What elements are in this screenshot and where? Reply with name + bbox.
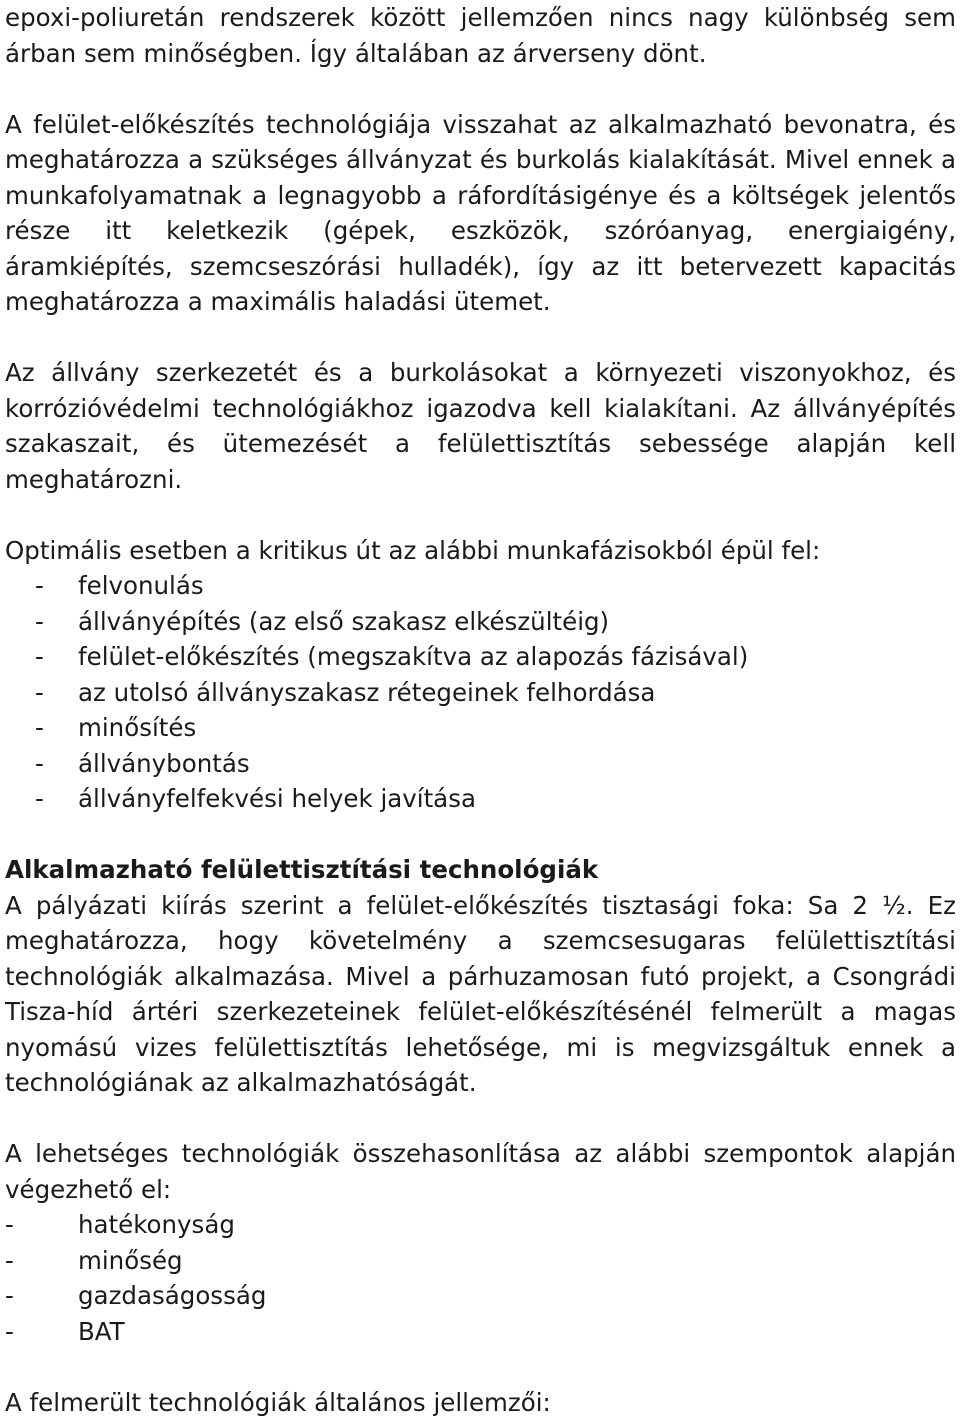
- spacer: [5, 71, 956, 107]
- list-item-text: BAT: [78, 1317, 125, 1346]
- dash-marker: -: [35, 604, 44, 640]
- spacer: [5, 497, 956, 533]
- list-item: [5, 604, 956, 640]
- dash-marker: -: [5, 1278, 14, 1314]
- list-item: [5, 1278, 956, 1314]
- list-item: [5, 746, 956, 782]
- dash-marker: -: [35, 746, 44, 782]
- paragraph-pricing: epoxi-poliuretán rendszerek között jellemzően nincs nagy különbség sem árban sem minőségben. Így általában az árverseny dönt.: [5, 0, 956, 71]
- spacer: [5, 1349, 956, 1385]
- dash-marker: -: [35, 710, 44, 746]
- list-item: [5, 710, 956, 746]
- list-item-text: az utolsó állványszakasz rétegeinek felhordása: [78, 678, 655, 707]
- list-item: [5, 568, 956, 604]
- spacer: [5, 1101, 956, 1137]
- list-item-text: állványfelfekvési helyek javítása: [78, 784, 476, 813]
- list-item-text: minősítés: [78, 713, 196, 742]
- phase-list: [5, 568, 956, 817]
- dash-marker: -: [5, 1207, 14, 1243]
- list-item-text: állványépítés (az első szakasz elkészültéig): [78, 607, 609, 636]
- section-heading: Alkalmazható felülettisztítási technológiák: [5, 852, 956, 888]
- list-item-text: állványbontás: [78, 749, 250, 778]
- list-item-text: felvonulás: [78, 571, 204, 600]
- dash-marker: -: [5, 1243, 14, 1279]
- paragraph-comparison-intro: A lehetséges technológiák összehasonlítása az alábbi szempontok alapján végezhető el:: [5, 1136, 956, 1207]
- list-item: [5, 781, 956, 817]
- list-item-text: hatékonyság: [78, 1210, 235, 1239]
- list-item-text: felület-előkészítés (megszakítva az alapozás fázisával): [78, 642, 748, 671]
- spacer: [5, 817, 956, 853]
- paragraph-surface-preparation: A felület-előkészítés technológiája visszahat az alkalmazható bevonatra, és meghatározza a szükséges állványzat és burkolás kialakítását. Mivel ennek a munkafolyamatnak a legnagyobb a ráfordításigénye és a költségek jelentős része itt keletkezik (gépek, eszközök, szóróanyag, energiaigény, áramkiépítés, szemcseszórási hulladék), így az itt betervezett kapacitás meghatározza a maximális haladási ütemet.: [5, 107, 956, 320]
- criteria-list: [5, 1207, 956, 1349]
- list-item: [5, 1243, 956, 1279]
- list-item: [5, 1314, 956, 1350]
- paragraph-scaffolding: Az állvány szerkezetét és a burkolásokat a környezeti viszonyokhoz, és korrózióvédelmi technológiákhoz igazodva kell kialakítani. Az állványépítés szakaszait, és ütemezését a felülettisztítás sebessége alapján kell meghatározni.: [5, 355, 956, 497]
- list-item: [5, 675, 956, 711]
- dash-marker: -: [5, 1314, 14, 1350]
- paragraph-critical-path-intro: Optimális esetben a kritikus út az alábbi munkafázisokból épül fel:: [5, 533, 956, 569]
- list-item: [5, 639, 956, 675]
- paragraph-cleanliness-grade: A pályázati kiírás szerint a felület-előkészítés tisztasági foka: Sa 2 ½. Ez meghatározza, hogy követelmény a szemcsesugaras felülettisztítási technológiák alkalmazása. Mivel a párhuzamosan futó projekt, a Csongrádi Tisza-híd ártéri szerkezeteinek felület-előkészítésénél felmerült a magas nyomású vizes felülettisztítás lehetősége, mi is megvizsgáltuk ennek a technológiának az alkalmazhatóságát.: [5, 888, 956, 1101]
- dash-marker: -: [35, 781, 44, 817]
- paragraph-general-characteristics: A felmerült technológiák általános jellemzői:: [5, 1385, 956, 1420]
- list-item-text: gazdaságosság: [78, 1281, 266, 1310]
- document-page: [5, 0, 956, 1420]
- dash-marker: -: [35, 675, 44, 711]
- list-item-text: minőség: [78, 1246, 183, 1275]
- spacer: [5, 320, 956, 356]
- dash-marker: -: [35, 568, 44, 604]
- list-item: [5, 1207, 956, 1243]
- dash-marker: -: [35, 639, 44, 675]
